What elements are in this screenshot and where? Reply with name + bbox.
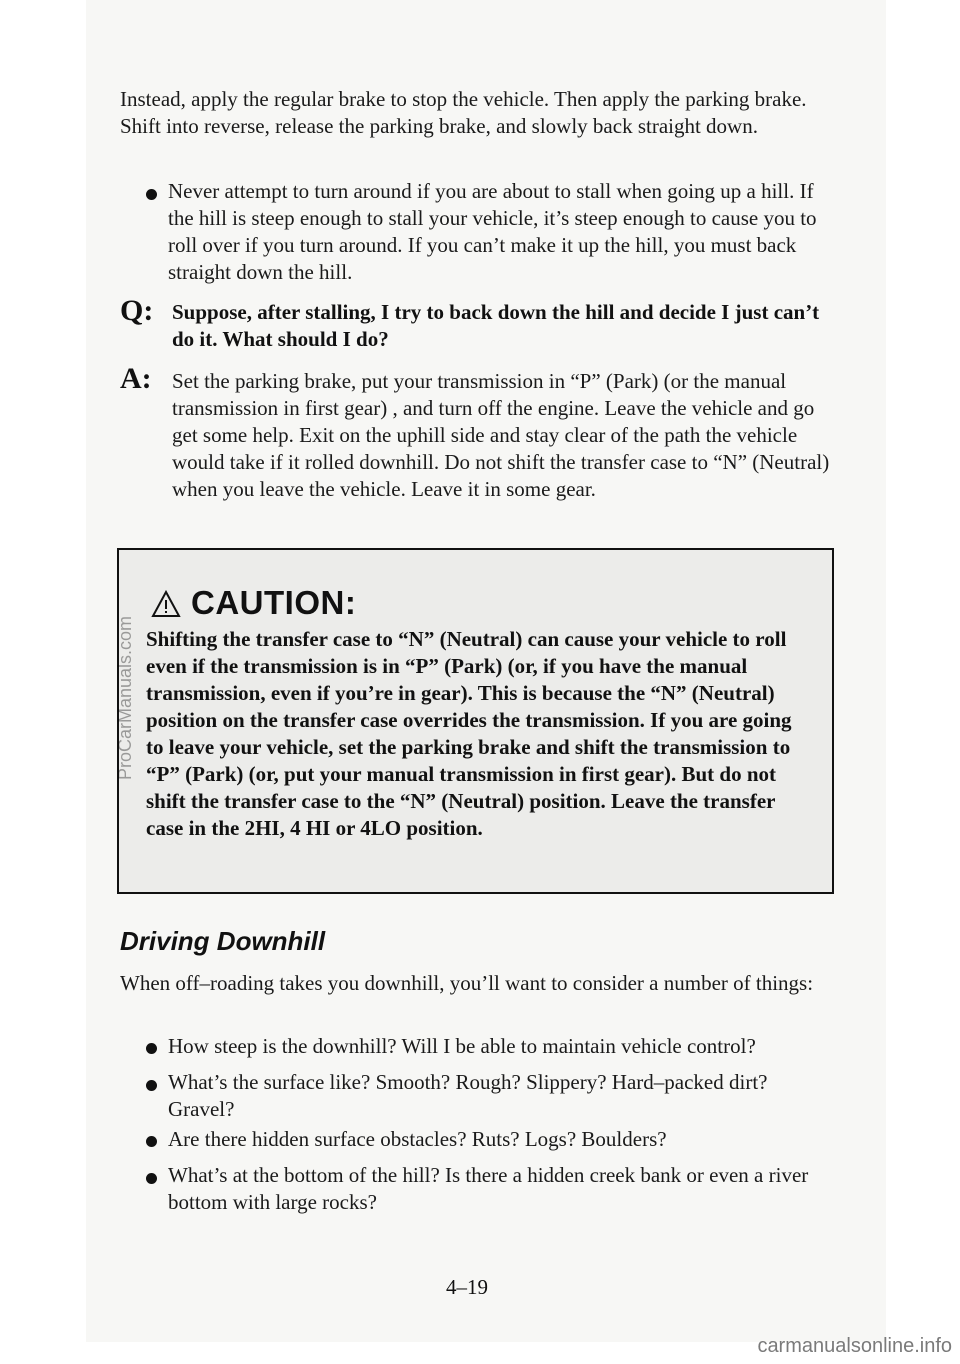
warning-triangle-icon (151, 590, 181, 618)
list-item: How steep is the downhill? Will I be able to maintain vehicle control? (168, 1034, 756, 1058)
bullet-dot-icon (146, 1136, 157, 1147)
caution-body: Shifting the transfer case to “N” (Neutral) can cause your vehicle to roll even if the transmission is in “P” (Park) (or, if you have the manual transmission, even if you’re in gear). This is because the “N” (Neutral) position on the transfer case overrides the transmission. If you are going to leave your vehicle, set the parking brake and shift the transmission to “P” (Park) (or, put your manual transmission in first gear). But do not shift the transfer case to the “N” (Neutral) position. Leave the transfer case in the 2HI, 4 HI or 4LO position. (146, 627, 792, 840)
list-item: What’s the surface like? Smooth? Rough? Slippery? Hard–packed dirt? Gravel? (168, 1070, 768, 1121)
bullet-dot-icon (146, 1043, 157, 1054)
page-number: 4–19 (446, 1275, 488, 1299)
question-label: Q: (120, 294, 154, 327)
bullet-dot-icon (146, 1173, 157, 1184)
section-heading: Driving Downhill (120, 926, 326, 956)
watermark-bottom: carmanualsonline.info (757, 1335, 952, 1357)
caution-box (117, 548, 834, 894)
intro-paragraph: Instead, apply the regular brake to stop the vehicle. Then apply the parking brake. Shift into reverse, release the parking brake, and slowly back straight down. (120, 87, 807, 138)
list-item: Are there hidden surface obstacles? Ruts? Logs? Boulders? (168, 1127, 667, 1151)
question-text: Suppose, after stalling, I try to back down the hill and decide I just can’t do it. What should I do? (172, 300, 820, 351)
list-item: What’s at the bottom of the hill? Is there a hidden creek bank or even a river bottom with large rocks? (168, 1163, 809, 1214)
watermark-side: ProCarManuals.com (115, 615, 135, 780)
section-intro: When off–roading takes you downhill, you’ll want to consider a number of things: (120, 971, 814, 995)
bullet-text-stall: Never attempt to turn around if you are about to stall when going up a hill. If the hill is steep enough to stall your vehicle, it’s steep enough to cause you to roll over if you turn around. If you can’t make it up the hill, you must back straight down the hill. (168, 179, 817, 284)
answer-label: A: (120, 362, 152, 395)
bullet-dot-icon (146, 1080, 157, 1091)
bullet-dot-icon (146, 189, 157, 200)
answer-text: Set the parking brake, put your transmission in “P” (Park) (or the manual transmission in first gear) , and turn off the engine. Leave the vehicle and go get some help. Exit on the uphill side and stay clear of the path the vehicle would take if it rolled downhill. Do not shift the transfer case to “N” (Neutral) when you leave the vehicle. Leave it in some gear. (172, 369, 830, 501)
caution-title: CAUTION: (191, 584, 357, 621)
